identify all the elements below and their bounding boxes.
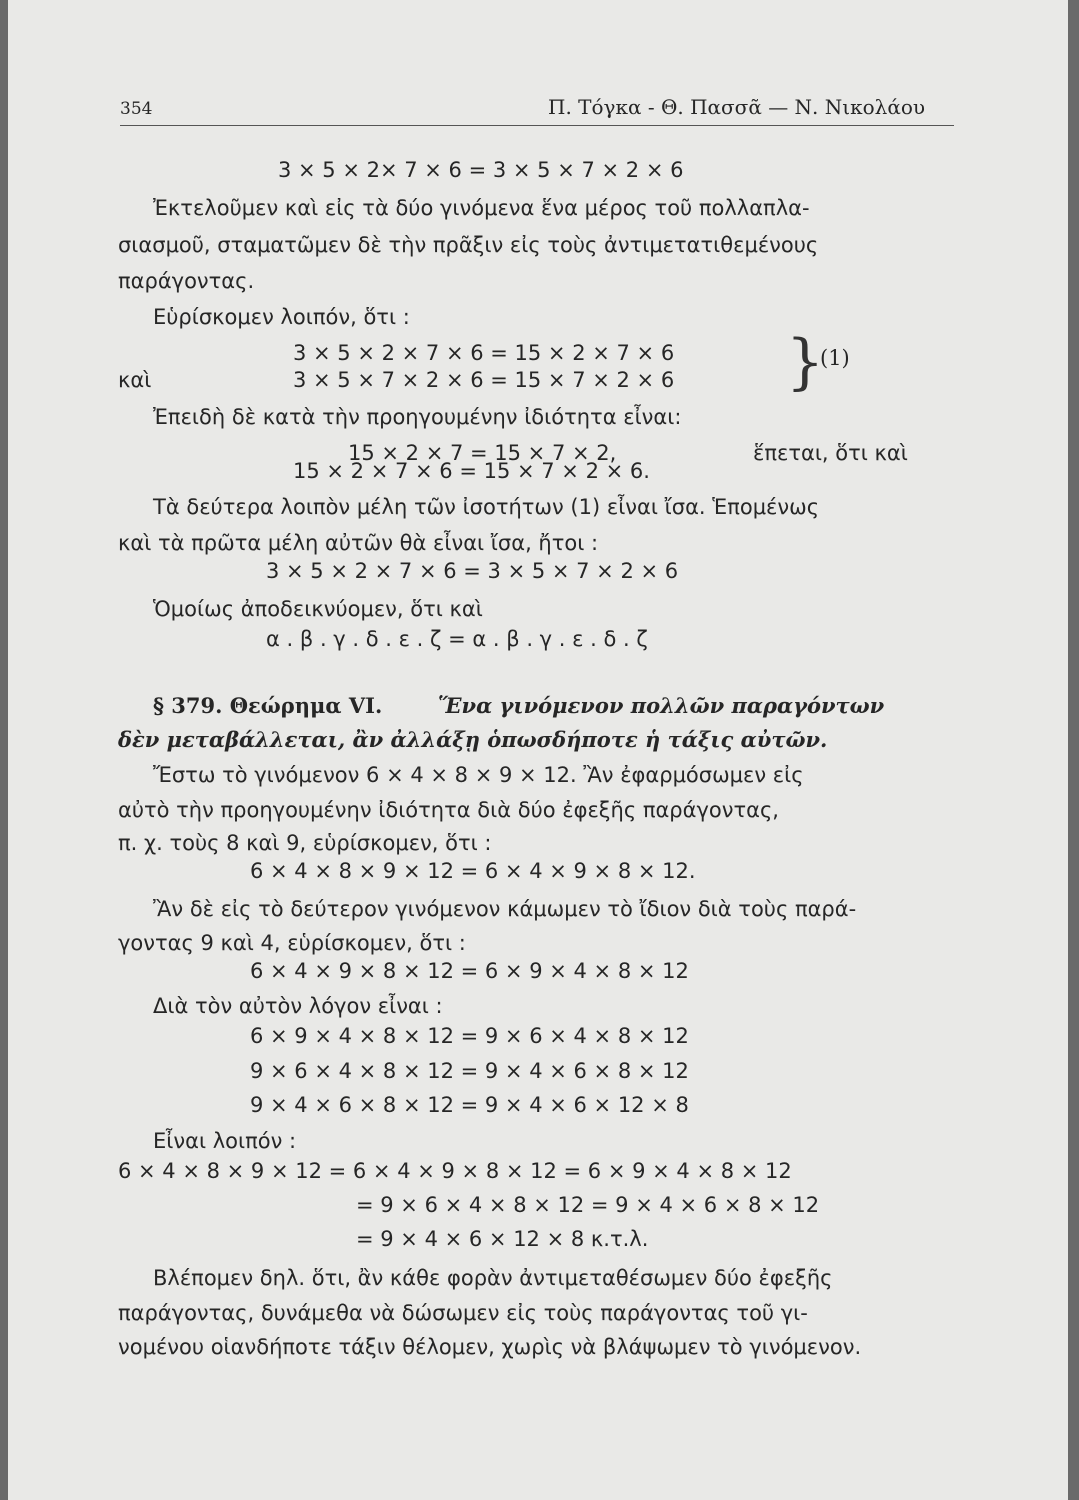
page-number: 354 [120, 99, 153, 119]
text-line: παράγοντας, δυνάμεθα νὰ δώσωμεν εἰς τοὺς παράγοντας τοῦ γι- [118, 1301, 808, 1325]
curly-brace-icon: } [786, 327, 825, 397]
header-rule [120, 125, 954, 126]
text-line: ἕπεται, ὅτι καὶ [753, 441, 908, 465]
running-head-authors: Π. Τόγκα - Θ. Πασσᾶ — Ν. Νικολάου [548, 95, 926, 119]
text-line: Ὁμοίως ἀποδεικνύομεν, ὅτι καὶ [153, 597, 483, 621]
text-line: αὐτὸ τὴν προηγουμένην ἰδιότητα διὰ δύο ἐφεξῆς παράγοντας, [118, 798, 779, 822]
text-line: Ἐπειδὴ δὲ κατὰ τὴν προηγουμένην ἰδιότητα εἶναι: [153, 405, 682, 429]
equation: 6 × 4 × 8 × 9 × 12 = 6 × 4 × 9 × 8 × 12. [250, 859, 696, 883]
text-line: Ἔστω τὸ γινόμενον 6 × 4 × 8 × 9 × 12. Ἂν ἐφαρμόσωμεν εἰς [153, 763, 804, 787]
equation: 15 × 2 × 7 × 6 = 15 × 7 × 2 × 6. [293, 459, 650, 483]
text-line: π. χ. τοὺς 8 καὶ 9, εὑρίσκομεν, ὅτι : [118, 831, 492, 855]
equation: 15 × 2 × 7 = 15 × 7 × 2, [348, 441, 617, 465]
text-line: Διὰ τὸν αὐτὸν λόγον εἶναι : [153, 994, 443, 1018]
text-line: Τὰ δεύτερα λοιπὸν μέλη τῶν ἰσοτήτων (1) εἶναι ἴσα. Ἑπομένως [153, 495, 820, 519]
equation-label: (1) [820, 346, 850, 370]
equation: 6 × 9 × 4 × 8 × 12 = 9 × 6 × 4 × 8 × 12 [250, 1024, 689, 1048]
equation: 6 × 4 × 8 × 9 × 12 = 6 × 4 × 9 × 8 × 12 = 6 × 9 × 4 × 8 × 12 [118, 1159, 792, 1183]
equation: = 9 × 4 × 6 × 12 × 8 κ.τ.λ. [356, 1227, 649, 1251]
text-line: Εἶναι λοιπόν : [153, 1129, 297, 1153]
text-line: καὶ [118, 368, 152, 392]
text-line: παράγοντας. [118, 269, 255, 293]
equation: 3 × 5 × 2× 7 × 6 = 3 × 5 × 7 × 2 × 6 [278, 158, 684, 182]
equation: = 9 × 6 × 4 × 8 × 12 = 9 × 4 × 6 × 8 × 12 [356, 1193, 820, 1217]
equation: 3 × 5 × 7 × 2 × 6 = 15 × 7 × 2 × 6 [293, 368, 675, 392]
equation: 3 × 5 × 2 × 7 × 6 = 3 × 5 × 7 × 2 × 6 [266, 559, 679, 583]
equation: 9 × 6 × 4 × 8 × 12 = 9 × 4 × 6 × 8 × 12 [250, 1059, 689, 1083]
text-line: καὶ τὰ πρῶτα μέλη αὐτῶν θὰ εἶναι ἴσα, ἤτοι : [118, 531, 599, 555]
text-line: Ἐκτελοῦμεν καὶ εἰς τὰ δύο γινόμενα ἕνα μέρος τοῦ πολλαπλα- [153, 196, 810, 220]
text-line: Ἂν δὲ εἰς τὸ δεύτερον γινόμενον κάμωμεν τὸ ἴδιον διὰ τοὺς παρά- [153, 897, 857, 921]
text-line: Εὑρίσκομεν λοιπόν, ὅτι : [153, 305, 410, 329]
equation: 6 × 4 × 9 × 8 × 12 = 6 × 9 × 4 × 8 × 12 [250, 959, 689, 983]
equation: 3 × 5 × 2 × 7 × 6 = 15 × 2 × 7 × 6 [293, 341, 675, 365]
text-line: Βλέπομεν δηλ. ὅτι, ἂν κάθε φορὰν ἀντιμεταθέσωμεν δύο ἐφεξῆς [153, 1266, 833, 1290]
text-line: σιασμοῦ, σταματῶμεν δὲ τὴν πρᾶξιν εἰς τοὺς ἀντιμετατιθεμένους [118, 233, 819, 257]
book-page [8, 0, 1068, 1500]
text-line: γοντας 9 καὶ 4, εὑρίσκομεν, ὅτι : [118, 931, 466, 955]
theorem-statement: δὲν μεταβάλλεται, ἂν ἀλλάξῃ ὁπωσδήποτε ἡ τάξις αὐτῶν. [118, 727, 828, 752]
theorem-heading: § 379. Θεώρημα VI. [153, 693, 383, 718]
theorem-statement: Ἕνα γινόμενον πολλῶν παραγόντων [438, 693, 885, 718]
text-line: νομένου οἱανδήποτε τάξιν θέλομεν, χωρὶς νὰ βλάψωμεν τὸ γινόμενον. [118, 1335, 862, 1359]
equation: 9 × 4 × 6 × 8 × 12 = 9 × 4 × 6 × 12 × 8 [250, 1093, 689, 1117]
equation: α . β . γ . δ . ε . ζ = α . β . γ . ε . δ . ζ [266, 627, 648, 651]
